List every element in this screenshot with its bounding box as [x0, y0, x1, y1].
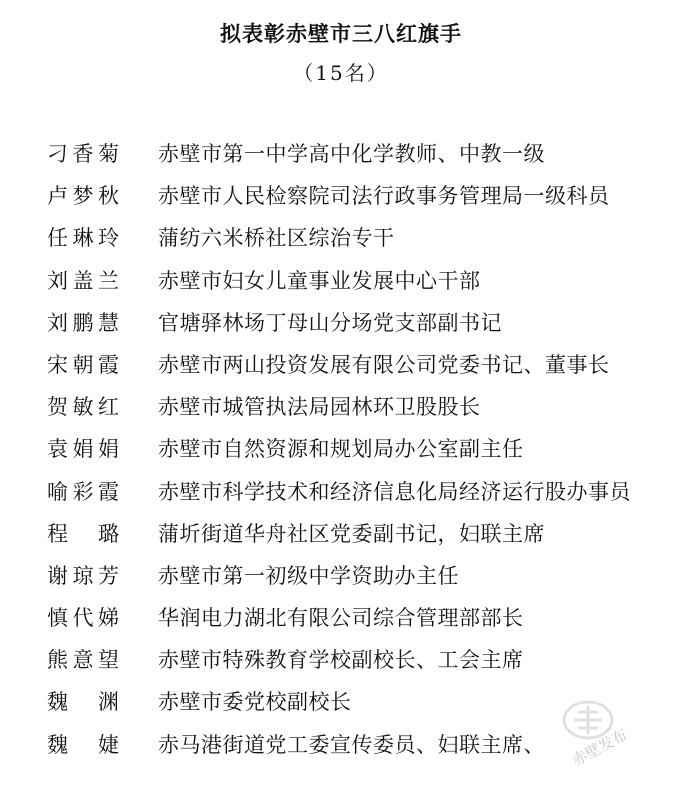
honoree-role: 赤壁市两山投资发展有限公司党委书记、董事长 [158, 352, 610, 377]
honoree-name: 卢梦秋 [47, 184, 119, 209]
honoree-name: 刘鹏慧 [47, 310, 119, 335]
honoree-row [0, 178, 682, 220]
honoree-name: 慎代娣 [47, 606, 119, 631]
honoree-row [0, 389, 682, 431]
honoree-name: 刘盖兰 [47, 268, 119, 293]
honoree-name: 魏渊 [47, 690, 119, 715]
honoree-role: 赤壁市第一中学高中化学教师、中教一级 [158, 142, 545, 166]
honoree-name: 刁香菊 [47, 142, 119, 166]
honoree-row [0, 431, 682, 473]
honoree-role: 赤壁市委党校副校长 [158, 690, 352, 715]
honoree-role: 蒲纺六米桥社区综治专干 [158, 226, 395, 251]
honoree-name: 任琳玲 [47, 226, 119, 251]
honoree-name: 喻彩霞 [47, 479, 119, 504]
honoree-name: 魏婕 [47, 732, 119, 757]
document-subtitle: （15名） [293, 61, 389, 85]
honoree-role: 赤马港街道党工委宣传委员、妇联主席、 [158, 732, 545, 757]
honoree-role: 赤壁市妇女儿童事业发展中心干部 [158, 268, 481, 293]
honoree-role: 蒲圻街道华舟社区党委副书记，妇联主席 [158, 521, 545, 546]
honoree-row [0, 220, 682, 262]
honoree-row [0, 558, 682, 600]
honoree-row [0, 474, 682, 516]
honoree-name: 宋朝霞 [47, 352, 119, 377]
honoree-name: 熊意望 [47, 648, 119, 673]
honoree-role: 官塘驿林场丁母山分场党支部副书记 [158, 310, 502, 335]
honoree-role: 赤壁市科学技术和经济信息化局经济运行股办事员 [158, 479, 631, 504]
document-title: 拟表彰赤壁市三八红旗手 [220, 21, 462, 46]
honoree-role: 赤壁市城管执法局园林环卫股股长 [158, 395, 481, 420]
honoree-role: 赤壁市自然资源和规划局办公室副主任 [158, 437, 524, 462]
honoree-role: 赤壁市特殊教育学校副校长、工会主席 [158, 648, 524, 673]
watermark-text: 赤壁发布 [568, 725, 631, 770]
honoree-row [0, 642, 682, 684]
honoree-name: 程璐 [47, 521, 119, 546]
honoree-row [0, 347, 682, 389]
honoree-row [0, 516, 682, 558]
honoree-name: 袁娟娟 [47, 437, 119, 462]
honoree-name: 谢琼芳 [47, 563, 119, 588]
honoree-row [0, 600, 682, 642]
honoree-row [0, 136, 682, 178]
honoree-row [0, 305, 682, 347]
honoree-name: 贺敏红 [47, 395, 119, 420]
honoree-list [0, 136, 682, 769]
honoree-role: 赤壁市第一初级中学资助办主任 [158, 563, 459, 588]
honoree-row [0, 263, 682, 305]
honoree-role: 华润电力湖北有限公司综合管理部部长 [158, 606, 524, 631]
honoree-role: 赤壁市人民检察院司法行政事务管理局一级科员 [158, 184, 610, 209]
